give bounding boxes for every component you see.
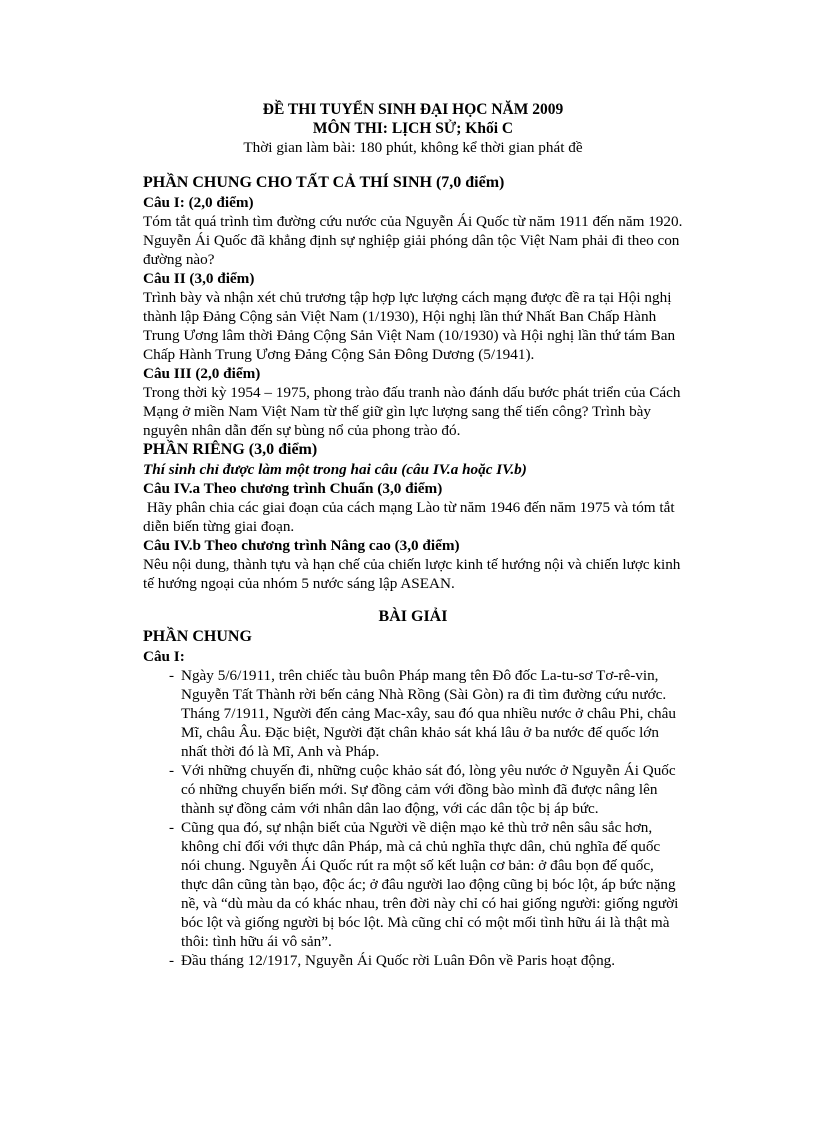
bullet-dash: - <box>169 952 175 969</box>
separate-part-note: Thí sinh chỉ được làm một trong hai câu (câu IV.a hoặc IV.b) <box>143 461 527 478</box>
question-1-label: Câu I: (2,0 điểm) <box>143 194 254 211</box>
question-4a-label: Câu IV.a Theo chương trình Chuẩn (3,0 điểm) <box>143 480 443 497</box>
question-3-label: Câu III (2,0 điểm) <box>143 365 261 382</box>
bullet-dash: - <box>169 819 175 836</box>
question-4b-label: Câu IV.b Theo chương trình Nâng cao (3,0 điểm) <box>143 537 460 554</box>
answer-q1-label: Câu I: <box>143 648 185 665</box>
exam-title: ĐỀ THI TUYỂN SINH ĐẠI HỌC NĂM 2009 <box>262 101 564 118</box>
list-item <box>143 951 683 970</box>
question-2-text: Trình bày và nhận xét chủ trương tập hợp lực lượng cách mạng được đề ra tại Hội nghị thành lập Đảng Cộng sản Việt Nam (1/1930), Hội nghị lần thứ Nhất Ban Chấp Hành Trung Ương lâm thời Đảng Cộng Sản Việt Nam (10/1930) và Hội nghị lần thứ tám Ban Chấp Hành Trung Ương Đảng Cộng Sản Đông Dương (5/1941). <box>143 289 676 363</box>
separate-part-heading: PHẦN RIÊNG (3,0 điểm) <box>143 441 318 458</box>
list-item <box>143 818 683 951</box>
bullet-text: Ngày 5/6/1911, trên chiếc tàu buôn Pháp mang tên Đô đốc La-tu-sơ Tơ-rê-vin, Nguyễn Tất Thành rời bến cảng Nhà Rồng (Sài Gòn) ra đi tìm đường cứu nước. Tháng 7/1911, Người đến cảng Mac-xây, sau đó qua nhiều nước ở châu Phi, châu Mĩ, châu Âu. Đặc biệt, Người đặt chân khảo sát khá lâu ở ba nước đế quốc lớn nhất thời đó là Mĩ, Anh và Pháp. <box>181 667 676 760</box>
question-1-text: Tóm tắt quá trình tìm đường cứu nước của Nguyễn Ái Quốc từ năm 1911 đến năm 1920. Nguyễn Ái Quốc đã khẳng định sự nghiệp giải phóng dân tộc Việt Nam phải đi theo con đường nào? <box>143 213 683 268</box>
bullet-text: Đầu tháng 12/1917, Nguyễn Ái Quốc rời Luân Đôn về Paris hoạt động. <box>181 952 616 969</box>
bullet-dash: - <box>169 667 175 684</box>
answer-title: BÀI GIẢI <box>378 608 448 625</box>
question-3-text: Trong thời kỳ 1954 – 1975, phong trào đấu tranh nào đánh dấu bước phát triển của Cách Mạng ở miền Nam Việt Nam từ thế giữ gìn lực lượng sang thế tiến công? Trình bày nguyên nhân dẫn đến sự bùng nổ của phong trào đó. <box>143 384 681 439</box>
spacer <box>143 157 683 173</box>
bullet-dash: - <box>169 762 175 779</box>
list-item <box>143 666 683 761</box>
question-4b-text: Nêu nội dung, thành tựu và hạn chế của chiến lược kinh tế hướng nội và chiến lược kinh tế hướng ngoại của nhóm 5 nước sáng lập ASEAN. <box>143 556 681 592</box>
exam-document <box>143 100 683 970</box>
spacer <box>143 593 683 607</box>
answer-bullet-list <box>143 666 683 970</box>
answer-section-heading: PHẦN CHUNG <box>143 628 252 645</box>
bullet-text: Với những chuyến đi, những cuộc khảo sát đó, lòng yêu nước ở Nguyễn Ái Quốc có những chuyển biến mới. Sự đồng cảm với đồng bào mình đã được nâng lên thành sự đồng cảm với nhân dân lao động, với các dân tộc bị áp bức. <box>181 762 676 817</box>
exam-time: Thời gian làm bài: 180 phút, không kể thời gian phát đề <box>243 139 583 156</box>
list-item <box>143 761 683 818</box>
exam-subject: MÔN THI: LỊCH SỬ; Khối C <box>312 120 514 137</box>
common-part-heading: PHẦN CHUNG CHO TẤT CẢ THÍ SINH (7,0 điểm) <box>143 174 505 191</box>
question-2-label: Câu II (3,0 điểm) <box>143 270 255 287</box>
bullet-text: Cũng qua đó, sự nhận biết của Người về diện mạo kẻ thù trở nên sâu sắc hơn, không chỉ đối với thực dân Pháp, mà cả chủ nghĩa thực dân, chủ nghĩa đế quốc nói chung. Nguyễn Ái Quốc rút ra một số kết luận cơ bản: ở đâu bọn đế quốc, thực dân cũng tàn bạo, độc ác; ở đâu người lao động cũng bị bóc lột, áp bức nặng nề, và “dù màu da có khác nhau, trên đời này chỉ có hai giống người: giống người bóc lột và giống người bị bóc lột. Mà cũng chỉ có một mối tình hữu ái là thật mà thôi: tình hữu ái vô sản”. <box>181 819 679 950</box>
question-4a-text: Hãy phân chia các giai đoạn của cách mạng Lào từ năm 1946 đến năm 1975 và tóm tắt diễn biến từng giai đoạn. <box>143 499 679 535</box>
